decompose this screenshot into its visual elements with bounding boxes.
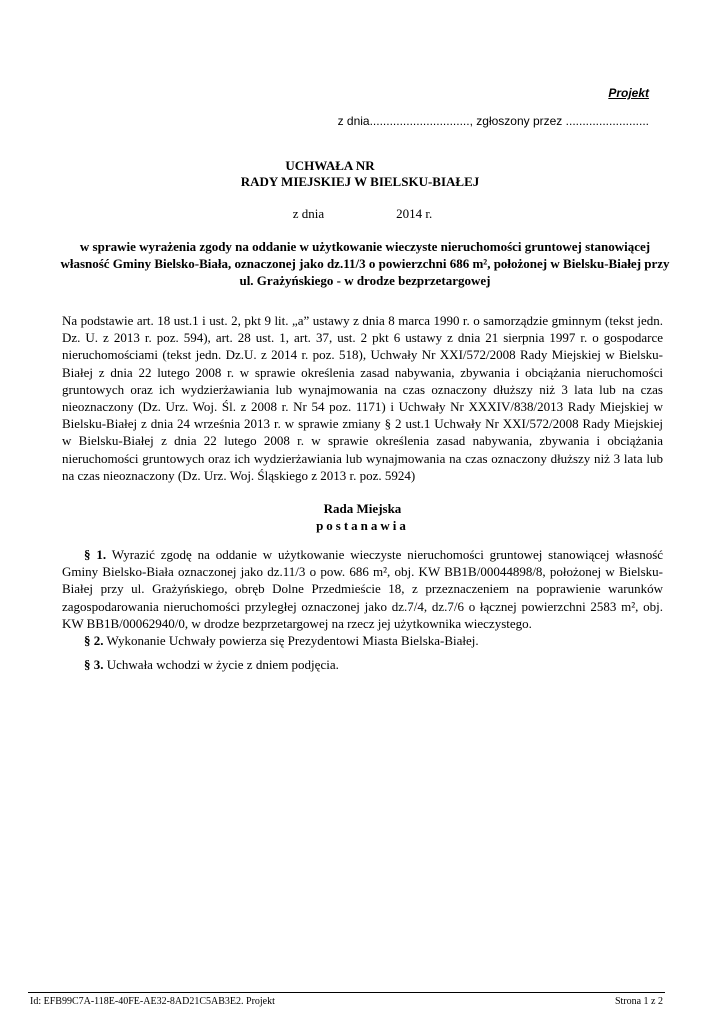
section-3 bbox=[62, 656, 663, 673]
section-1 bbox=[62, 546, 663, 632]
document-id: Id: EFB99C7A-118E-40FE-AE32-8AD21C5AB3E2. Projekt bbox=[30, 996, 275, 1007]
section-1-label: § 1. bbox=[84, 547, 107, 562]
submission-line: z dnia.............................., zgłoszony przez ......................... bbox=[337, 114, 649, 128]
date-prefix: z dnia bbox=[292, 206, 325, 221]
draft-label: Projekt bbox=[608, 86, 649, 100]
council-label: Rada Miejska bbox=[323, 501, 402, 516]
resolution-title: UCHWAŁA NR bbox=[285, 158, 375, 173]
resolution-subject: w sprawie wyrażenia zgody na oddanie w użytkowanie wieczyste nieruchomości gruntowej stanowiącej własność Gminy Bielsko-Biała, oznaczonej jako dz.11/3 o powierzchni 686 m², położonej w Bielsku-Białej przy ul. Grażyńskiego - w drodze bezprzetargowej bbox=[60, 239, 670, 288]
date-year: 2014 r. bbox=[396, 206, 433, 221]
section-2-label: § 2. bbox=[84, 633, 104, 648]
council-heading bbox=[40, 500, 685, 534]
footer-divider bbox=[28, 992, 665, 993]
legal-basis-paragraph: Na podstawie art. 18 ust.1 i ust. 2, pkt 9 lit. „a” ustawy z dnia 8 marca 1990 r. o samorządzie gminnym (tekst jedn. Dz. U. z 2013 r. poz. 594), art. 28 ust. 1, art. 37, ust. 2 pkt 6 ustawy z dnia 21 sierpnia 1997 r. o gospodarce nieruchomościami (tekst jedn. Dz.U. z 2014 r. poz. 518), Uchwały Nr XXI/572/2008 Rady Miejskiej w Bielsku-Białej z dnia 22 lutego 2008 r. w sprawie określenia zasad nabywania, zbywania i obciążania nieruchomości gruntowych oraz ich wydzierżawiania lub wynajmowania na czas oznaczony dłuższy niż 3 lata lub na czas nieoznaczony (Dz. Urz. Woj. Śl. z 2008 r. Nr 54 poz. 1171) i Uchwały Nr XXXIV/838/2013 Rady Miejskiej w Bielsku-Białej z dnia 24 września 2013 r. w sprawie zmiany § 2 ust.1 Uchwały Nr XXI/572/2008 Rady Miejskiej w Bielsku-Białej z dnia 22 lutego 2008 r. w sprawie określenia zasad nabywania, zbywania i obciążania nieruchomości gruntowych oraz ich wydzierżawiania lub wynajmowania na czas oznaczony dłuższy niż 3 lata lub na czas nieoznaczony (Dz. Urz. Woj. Śląskiego z 2013 r. poz. 5924) bbox=[62, 313, 663, 483]
decides-label: postanawia bbox=[316, 518, 409, 533]
section-2 bbox=[62, 632, 663, 649]
section-3-text: Uchwała wchodzi w życie z dniem podjęcia. bbox=[106, 657, 339, 672]
council-name: RADY MIEJSKIEJ W BIELSKU-BIAŁEJ bbox=[240, 174, 480, 189]
page-number: Strona 1 z 2 bbox=[614, 996, 663, 1007]
date-line bbox=[40, 206, 685, 222]
section-1-text: Wyrazić zgodę na oddanie w użytkowanie wieczyste nieruchomości gruntowej stanowiącej własność Gminy Bielsko-Biała oznaczonej jako dz.11/3 o pow. 686 m², obj. KW BB1B/00044898/8, położonej w Bielsku-Białej przy ul. Grażyńskiego, obręb Dolne Przedmieście 18, z przeznaczeniem na poprawienie warunków zagospodarowania nieruchomości przyległej oznaczonej jako dz.7/4, dz.7/6 o łącznej powierzchni 2583 m², obj. KW BB1B/00062940/0, w drodze bezprzetargowej na rzecz jej użytkownika wieczystego. bbox=[62, 547, 664, 631]
section-3-label: § 3. bbox=[84, 657, 104, 672]
section-2-text: Wykonanie Uchwały powierza się Prezydentowi Miasta Bielska-Białej. bbox=[106, 633, 479, 648]
